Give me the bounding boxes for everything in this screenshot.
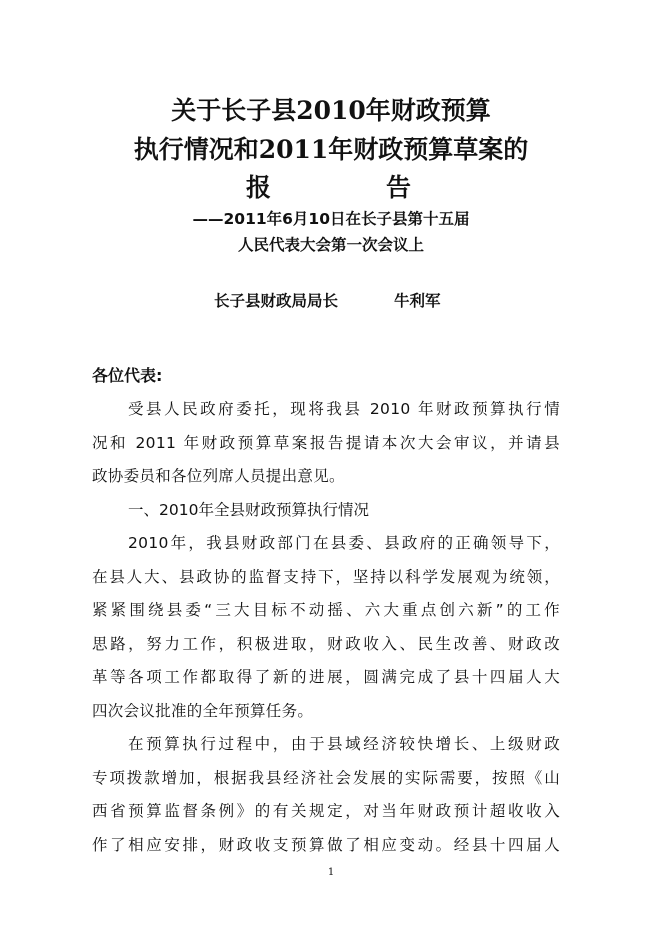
paragraph-3-line-4: 作了相应安排，财政收支预算做了相应变动。经县十四届人 [92,836,560,854]
paragraph-3-line-2: 专项拨款增加，根据我县经济社会发展的实际需要，按照《山 [92,769,560,787]
title-line-2: 执行情况和2011年财政预算草案的 [133,135,529,164]
subtitle-line-2: 人民代表大会第一次会议上 [237,236,424,254]
salutation: 各位代表: [92,366,163,385]
paragraph-2-line-3: 紧紧围绕县委“三大目标不动摇、六大重点创六新”的工作 [92,601,560,619]
paragraph-2-line-5: 革等各项工作都取得了新的进展，圆满完成了县十四届人大 [92,668,560,686]
paragraph-3-line-3: 西省预算监督条例》的有关规定，对当年财政预计超收收入 [92,802,560,820]
author-position: 长子县财政局局长 [214,292,339,310]
paragraph-1-line-2: 况和 2011 年财政预算草案报告提请本次大会审议，并请县 [92,434,560,452]
title-line-1: 关于长子县2010年财政预算 [171,96,491,125]
paragraph-2-line-6: 四次会议批准的全年预算任务。 [92,702,314,720]
paragraph-2-line-2: 在县人大、县政协的监督支持下，坚持以科学发展观为统领， [92,568,560,586]
section-heading: 一、2010年全县财政预算执行情况 [128,501,369,519]
paragraph-1-line-1: 受县人民政府委托，现将我县 2010 年财政预算执行情 [128,400,560,418]
page-number: 1 [327,867,335,878]
title-report-char-1: 报 [246,173,272,202]
author-name: 牛利军 [394,292,441,310]
paragraph-2-line-1: 2010年，我县财政部门在县委、县政府的正确领导下， [128,534,560,552]
paragraph-2-line-4: 思路，努力工作，积极进取，财政收入、民生改善、财政改 [92,635,560,653]
paragraph-3-line-1: 在预算执行过程中，由于县域经济较快增长、上级财政 [128,735,560,753]
title-report-char-2: 告 [386,173,412,202]
subtitle-line-1: ——2011年6月10日在长子县第十五届 [192,210,470,228]
paragraph-1-line-3: 政协委员和各位列席人员提出意见。 [92,467,345,485]
